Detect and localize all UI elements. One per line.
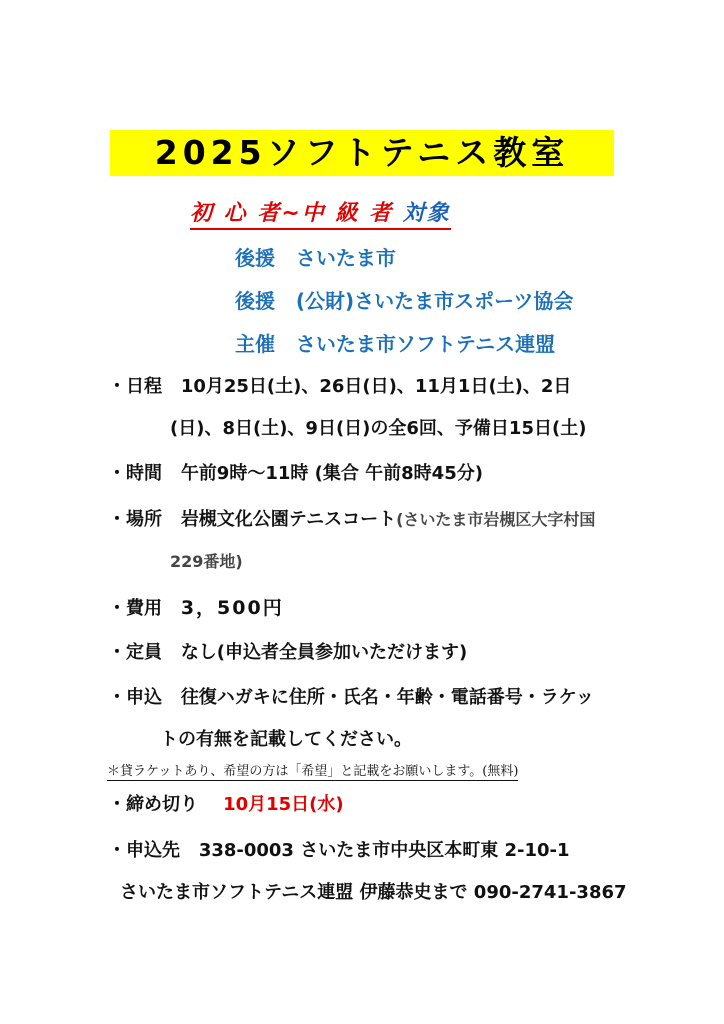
place-address-1: (さいたま市岩槻区大字村国 <box>396 510 596 529</box>
contact-row: さいたま市ソフトテニス連盟 伊藤恭史まで 090-2741-3867 <box>120 882 627 903</box>
host-name: さいたま市ソフトテニス連盟 <box>295 332 556 356</box>
schedule-line-2: (日)、8日(土)、9日(日)の全6回、予備日15日(土) <box>170 418 587 439</box>
place-address-2: 229番地) <box>170 552 243 571</box>
target-levels: 初 心 者~中 級 者 <box>190 201 394 226</box>
time-row <box>108 459 483 485</box>
time-value: 午前9時～11時 (集合 午前8時45分) <box>180 463 483 484</box>
schedule-line-1 <box>108 372 571 398</box>
schedule-label: ・日程 <box>108 376 162 397</box>
address-row <box>108 836 570 862</box>
target-underline <box>190 228 451 230</box>
application-line-1 <box>108 683 594 709</box>
schedule-dates-1: 10月25日(土)、26日(日)、11月1日(土)、2日 <box>180 376 572 397</box>
deadline-value: 10月15日(水) <box>223 794 344 815</box>
target-audience <box>190 196 451 227</box>
deadline-label: ・締め切り <box>108 794 198 815</box>
fee-value: 3，500円 <box>180 597 284 619</box>
application-text-1: 往復ハガキに住所・氏名・年齢・電話番号・ラケッ <box>180 687 594 708</box>
address-value: 338-0003 さいたま市中央区本町東 2-10-1 <box>198 840 570 861</box>
support-2 <box>235 285 573 314</box>
support-1-role: 後援 <box>235 246 275 270</box>
target-label: 対象 <box>402 201 451 226</box>
support-1 <box>235 242 396 271</box>
capacity-value: なし(申込者全員参加いただけます) <box>180 642 468 663</box>
support-2-role: 後援 <box>235 289 275 313</box>
host-role: 主催 <box>235 332 275 356</box>
fee-row <box>108 593 284 620</box>
deadline-row <box>108 790 344 816</box>
application-label: ・申込 <box>108 687 162 708</box>
host <box>235 328 555 357</box>
place-label: ・場所 <box>108 509 162 530</box>
page-title: 2025ソフトテニス教室 <box>110 130 614 176</box>
time-label: ・時間 <box>108 463 162 484</box>
application-line-2: トの有無を記載してください。 <box>160 729 412 750</box>
place-row <box>108 505 595 531</box>
support-1-name: さいたま市 <box>295 246 396 270</box>
capacity-label: ・定員 <box>108 642 162 663</box>
racket-note: ＊貸ラケットあり、希望の方は「希望」と記載をお願いします。(無料) <box>107 760 518 781</box>
capacity-row <box>108 638 467 664</box>
fee-label: ・費用 <box>108 598 162 619</box>
address-label: ・申込先 <box>108 840 180 861</box>
place-value: 岩槻文化公園テニスコート <box>180 509 397 530</box>
support-2-name: (公財)さいたま市スポーツ協会 <box>295 289 574 313</box>
